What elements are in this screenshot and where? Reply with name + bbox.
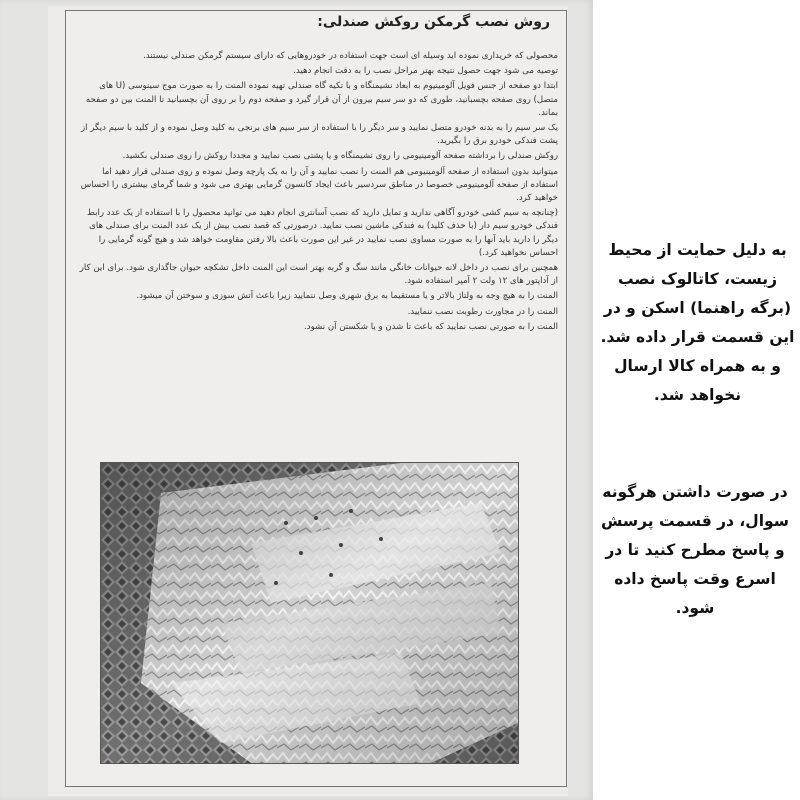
manual-paragraph: المنت را در مجاورت رطوبت نصب ننمایید. — [407, 306, 558, 317]
manual-title: روش نصب گرمکن روکش صندلی: — [317, 14, 550, 30]
manual-paragraph: همچنین برای نصب در داخل لانه حیوانات خانگی مانند سگ و گربه بهتر است این المنت داخل تشکچه حیوان جاگذاری شود. برای این کار از آداپتور های ۱۲ ولت ۲ آمپر استفاده شود. — [79, 263, 558, 287]
manual-body — [78, 50, 558, 336]
manual-paragraph: توصیه می شود جهت حصول نتیجه بهتر مراحل نصب را به دقت انجام دهید. — [293, 66, 558, 77]
foil-installation-photo — [100, 462, 519, 764]
manual-paragraph: میتوانید بدون استفاده از صفحه آلومینیومی هم المنت را نصب نمایید و آن را به یک پارچه وصل نموده و روی صندلی قرار دهید اما استفاده از صفحه آلومینیومی خصوصا در مناطق سردسیر باعث ایجاد کانسون گرمایی بهتری می شود و شما گرمای بیشتری را احساس خواهید کرد. — [80, 166, 558, 204]
manual-paragraph: المنت را به صورتی نصب نمایید که باعث تا شدن و یا شکستن آن نشود. — [304, 321, 558, 332]
environment-note: به دلیل حمایت از محیط زیست، کاتالوک نصب (برگه راهنما) اسکن و در این قسمت قرار داده شد. و به همراه کالا ارسال نخواهد شد. — [600, 241, 795, 404]
manual-paragraph: محصولی که خریداری نموده اید وسیله ای است جهت استفاده در خودروهایی که دارای سیستم گرمکن صندلی نیستند. — [143, 51, 558, 61]
questions-note: در صورت داشتن هرگونه سوال، در قسمت پرسش و پاسخ مطرح کنید تا در اسرع وقت پاسخ داده شود. — [600, 483, 789, 617]
manual-paragraph: (چنانچه به سیم کشی خودرو آگاهی ندارید و تمایل دارید که نصب آسانتری انجام دهید می توانید محصول را با استفاده از یک عدد رابط فندکی خودرو سیم دار (با حذف کلید) به فندکی ماشین نصب نمایید. درصورتی که قصد نصب بیش از یک عدد المنت برای صندلی های دیگر را دارید باید آنها را به صورت مساوی نصب نمایید در غیر این صورت باعث بالا رفتن مقاومت خواهد شد و هیچ گونه گرمایی را احساس نخواهید کرد.) — [86, 208, 558, 258]
manual-paragraph: المنت را به هیچ وجه به ولتاژ بالاتر و یا مستقیما به برق شهری وصل ننمایید زیرا باعث آتش سوزی و سوختن آن میشود. — [136, 291, 558, 302]
manual-paragraph: روکش صندلی را برداشته صفحه آلومینیومی را روی نشیمنگاه و یا پشتی نصب نمایید و مجددا روکش را روی صندلی بکشید. — [122, 151, 558, 162]
manual-paragraph: یک سر سیم را به بدنه خودرو متصل نمایید و سر دیگر را با استفاده از سر سیم های برنجی به کلید وصل نموده و از کلید با سیم دیگر از پشت فندکی خودرو برق را بگیرید. — [81, 123, 558, 147]
manual-paragraph: ابتدا دو صفحه از جنس فویل آلومینیوم به ابعاد نشیمنگاه و با تکیه گاه صندلی تهیه نموده المنت را به صورت موج سینوسی (U های متصل) روی صفحه بچسبانید، طوری که دو سر سیم بیرون از آن قرار گیرد و صفحه دوم را بر روی آن بچسبانید تا المنت بین دو صفحه بماند. — [85, 81, 558, 118]
